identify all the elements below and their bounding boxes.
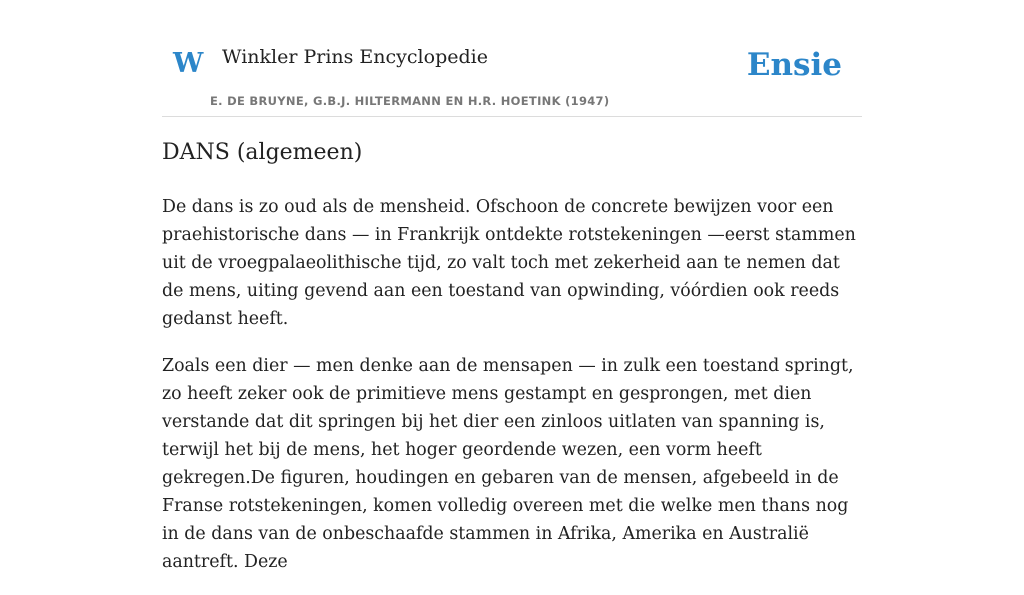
- article-paragraph: De dans is zo oud als de mensheid. Ofschoon de concrete bewijzen voor een praehistorische dans — in Frankrijk ontdekte rotstekeningen —eerst stammen uit de vroegpalaeolithische tijd, zo valt toch met zekerheid aan te nemen dat de mens, uiting gevend aan een toestand van opwinding, vóórdien ook reeds gedanst heeft.: [162, 197, 856, 329]
- source-authors: E. DE BRUYNE, G.B.J. HILTERMANN EN H.R. HOETINK (1947): [210, 94, 610, 108]
- source-title[interactable]: Winkler Prins Encyclopedie: [222, 46, 488, 68]
- article-body: [162, 193, 862, 595]
- article-title: DANS (algemeen): [162, 140, 363, 165]
- source-header: [162, 0, 862, 117]
- article-paragraph: Zoals een dier — men denke aan de mensapen — in zulk een toestand springt, zo heeft zeker ook de primitieve mens gestampt en gesprongen, met dien verstande dat dit springen bij het dier een zinloos uitlaten van spanning is, terwijl het bij de mens, het hoger geordende wezen, een vorm heeft gekregen.De figuren, houdingen en gebaren van de mensen, afgebeeld in de Franse rotstekeningen, komen volledig overeen met die welke men thans nog in de dans van de onbeschaafde stammen in Afrika, Amerika en Australië aantreft. Deze: [162, 356, 854, 572]
- winkler-prins-logo-icon[interactable]: W: [173, 48, 204, 79]
- ensie-logo[interactable]: Ensie: [746, 47, 842, 83]
- content-container: [162, 0, 862, 572]
